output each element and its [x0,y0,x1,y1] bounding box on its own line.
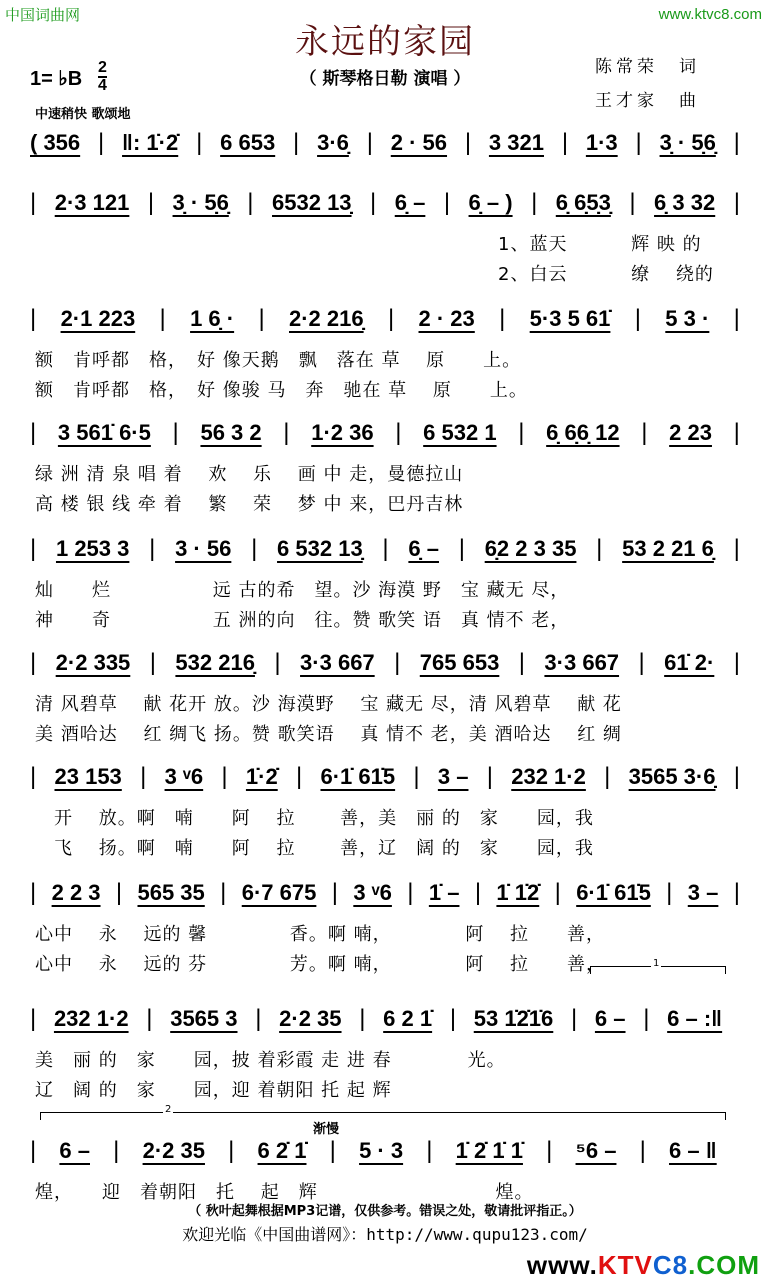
lyric-line-2: 辽 阔 的 家 园，迎 着朝阳 托 起 辉 [35,1080,392,1101]
bar-line: | [370,189,377,216]
measure: 6̣ 3 32 [654,190,716,215]
bar-line: | [464,129,472,156]
measure: 3 561̇ 6·5 [57,420,151,445]
bar-line: | [570,1005,578,1032]
measure: 3·3 667 [544,650,620,675]
staff-system [30,1136,740,1166]
bar-line: | [733,763,740,790]
bar-line: | [733,419,740,446]
measure: 2 2 3 [51,880,101,905]
bar-line: | [329,1137,336,1164]
bar-line: | [639,1137,646,1164]
lyric-line-2: 心中 永 远的 芬 芳。啊 喃， 阿 拉 善， [35,954,606,975]
lyric-line-1: 清 风碧草 献 花开 放。沙 海漠野 宝 藏无 尽，清 风碧草 献 花 [35,694,622,715]
measure: 1̇ 2̇ 1̇ 1̇ [455,1138,523,1163]
lyric-line-2: 额 肯呼都 格， 好 像骏 马 奔 驰在 草 原 上。 [35,380,528,401]
bar-line: | [30,649,37,676]
lyric-line-1: 美 丽 的 家 园，披 着彩霞 走 进 春 光。 [35,1050,506,1071]
ritardando-mark: 渐慢 [313,1122,340,1137]
bar-line: | [531,189,538,216]
volta-bracket [40,1104,726,1120]
measure: 3565 3 [170,1006,238,1031]
measure: 6 – :‖ [667,1006,723,1031]
bar-line: | [443,189,451,216]
measure: 3565 3·6̣ [628,764,716,789]
measure: 6·7 675 [241,880,317,905]
measure: 3·6̣ [317,130,349,155]
bar-line: | [149,649,156,676]
bar-line: | [518,419,525,446]
bar-line: | [666,879,673,906]
bar-line: | [426,1137,433,1164]
measure: 6 653 [220,130,276,155]
bar-line: | [499,305,506,332]
measure: 6532 13̣ [272,190,352,215]
measure: 6 – [59,1138,90,1163]
bar-line: | [635,129,642,156]
measure: 53 2 21 6̣ [622,536,714,561]
measure: 56 3 2 [200,420,262,445]
bar-line: | [474,879,482,906]
measure: 1·2 36 [311,420,374,445]
song-title: 永远的家园 [295,22,475,62]
measure: 6·1̇ 61̇5 [576,880,651,905]
bar-line: | [228,1137,235,1164]
bar-line: | [366,129,373,156]
measure: 5·3 5 61̇ [529,306,611,331]
bar-line: | [140,763,147,790]
measure: 232 1·2 [53,1006,129,1031]
bar-line: | [449,1005,457,1032]
bar-line: | [518,649,525,676]
bar-line: | [394,649,401,676]
bar-line: | [387,305,395,332]
measure: 5 · 3 [359,1138,404,1163]
time-sig-bottom: 4 [98,77,107,94]
lyric-line-1: 灿 烂 远 古的希 望。沙 海漠 野 宝 藏无 尽， [35,580,570,601]
measure: 6 532 13̣ [277,536,363,561]
bar-line: | [283,419,290,446]
ktvc8-logo [527,1250,760,1281]
measure: 2·1 223 [60,306,136,331]
measure: 1 253 3 [55,536,130,561]
measure: 765 653 [419,650,500,675]
bar-line: | [196,129,203,156]
measure: 6̣ – [394,190,426,215]
logo-com: .COM [688,1250,760,1280]
bar-line: | [604,763,611,790]
measure: 2 · 23 [418,306,475,331]
measure: 6̣ 6̣5̣3̣ [555,190,611,215]
lyric-line-1: 开 放。啊 喃 阿 拉 善，美 丽 的 家 园，我 [35,808,594,829]
volta-number: 1 [653,958,660,969]
lyric-line-1: 心中 永 远的 馨 香。啊 喃， 阿 拉 善， [35,924,606,945]
measure: 1̇ 1̇2̇ [496,880,540,905]
measure: 3 ᵛ6 [164,764,204,789]
bar-line: | [554,879,561,906]
bar-line: | [382,535,389,562]
bar-line: | [733,535,740,562]
bar-line: | [395,419,402,446]
measure: 6·1̇ 61̇5 [320,764,396,789]
bar-line: | [147,189,155,216]
lyric-line-2: 神 奇 五 洲的向 往。赞 歌笑 语 真 情不 老， [35,610,570,631]
staff-system [30,188,740,218]
bar-line: | [172,419,179,446]
bar-line: | [643,1005,650,1032]
staff-system [30,648,740,678]
measure: 6̣ – ) [468,190,513,215]
volta-bracket [590,958,726,974]
bar-line: | [258,305,265,332]
bar-line: | [247,189,254,216]
bar-line: | [30,763,37,790]
lyric-line-1: 煌， 迎 着朝阳 托 起 辉 煌。 [35,1182,534,1203]
bar-line: | [30,189,37,216]
bar-line: | [30,305,37,332]
bar-line: | [546,1137,553,1164]
bar-line: | [733,189,740,216]
measure: 53 1̇2̇1̇6 [473,1006,554,1031]
bar-line: | [113,1137,120,1164]
bar-line: | [733,879,740,906]
staff-system [30,304,740,334]
measure: ‖: 1̇·2̇ [122,130,179,155]
time-signature [98,60,107,94]
logo-www: www. [526,1250,598,1280]
bar-line: | [596,535,603,562]
bar-line: | [30,535,37,562]
measure: 6̣ 6̣6̣ 12 [546,420,620,445]
bar-line: | [295,763,303,790]
logo-c8: C8 [652,1250,689,1280]
bar-line: | [733,129,740,156]
bar-line: | [733,649,740,676]
lyricist: 陈常荣 词 [595,57,700,77]
key-signature: 1= ♭B [30,68,83,90]
bar-line: | [255,1005,262,1032]
composer: 王才家 曲 [595,91,700,111]
bar-line: | [733,305,740,332]
lyric-line-2: 2、白云 缭 绕的 [498,264,714,285]
bar-line: | [30,419,37,446]
staff-system [30,128,740,158]
measure: 565 35 [137,880,205,905]
bar-line: | [159,305,166,332]
measure: 6 2̇ 1̇ [257,1138,307,1163]
bar-line: | [638,649,645,676]
lyric-line-2: 飞 扬。啊 喃 阿 拉 善，辽 阔 的 家 园，我 [35,838,594,859]
measure: 6̣ – [408,536,439,561]
measure: 23 153 [54,764,122,789]
bar-line: | [149,535,156,562]
measure: 232 1·2 [511,764,586,789]
bar-line: | [293,129,300,156]
measure: 6 2 1̇ [383,1006,433,1031]
measure: 3 – [687,880,719,905]
logo-ktv: KTV [597,1250,653,1280]
bar-line: | [220,879,227,906]
lyric-line-2: 美 酒哈达 红 绸飞 扬。赞 歌笑语 真 情不 老，美 酒哈达 红 绸 [35,724,622,745]
measure: 2·2 35 [142,1138,205,1163]
measure: ⁵6 – [575,1138,617,1163]
measure: 3̣ · 5̣6̣ [659,130,716,155]
footer-site: 欢迎光临《中国曲谱网》：http://www.qupu123.com/ [182,1225,588,1244]
staff-system [30,418,740,448]
bar-line: | [458,535,465,562]
measure: 1 6̣ · [190,306,235,331]
footer-note: （ 秋叶起舞根据MP3记谱，仅供参考。错误之处，敬请批评指正。） [188,1204,582,1219]
lyric-line-1: 额 肯呼都 格， 好 像天鹅 飘 落在 草 原 上。 [35,350,522,371]
bar-line: | [486,763,493,790]
bar-line: | [561,129,569,156]
bar-line: | [115,879,123,906]
bar-line: | [30,1137,37,1164]
measure: 3 · 56 [175,536,232,561]
measure: 1̇·2̇ [245,764,278,789]
bar-line: | [251,535,258,562]
measure: 532 216̣ [175,650,255,675]
staff-system [30,1004,740,1034]
staff-system [30,762,740,792]
bar-line: | [634,305,641,332]
bar-line: | [30,879,37,906]
time-sig-top: 2 [98,59,107,76]
measure: ( 356 [30,130,81,155]
measure: 2·2 35 [279,1006,342,1031]
measure: 3 – [437,764,469,789]
measure: 3 321 [488,130,544,155]
lyric-line-1: 绿 洲 清 泉 唱 着 欢 乐 画 中 走，曼德拉山 [35,464,464,485]
bar-line: | [359,1005,366,1032]
measure: 3 ᵛ6 [353,880,392,905]
tempo-marking: 中速稍快 歌颂地 [35,107,131,122]
measure: 2 23 [669,420,712,445]
volta-number: 2 [165,1104,172,1115]
measure: 2·2 216̣ [289,306,364,331]
measure: 6 – [594,1006,626,1031]
measure: 2·2 335 [55,650,131,675]
bar-line: | [146,1005,153,1032]
bar-line: | [331,879,338,906]
measure: 5 3 · [665,306,710,331]
bar-line: | [641,419,648,446]
staff-system [30,878,740,908]
bar-line: | [407,879,414,906]
watermark-left: 中国词曲网 [5,6,81,24]
bar-line: | [629,189,636,216]
staff-system [30,534,740,564]
measure: 1·3 [585,130,618,155]
measure: 1̇ – [428,880,460,905]
measure: 6 – ‖ [669,1138,717,1163]
bar-line: | [221,763,228,790]
measure: 3̣ · 5̣6̣ [172,190,229,215]
bar-line: | [30,1005,37,1032]
measure: 2 · 56 [390,130,448,155]
measure: 2·3 121 [54,190,130,215]
bar-line: | [413,763,420,790]
lyric-line-2: 高 楼 银 线 牵 着 繁 荣 梦 中 来，巴丹吉林 [35,494,464,515]
measure: 6̣2 2 3 35 [484,536,577,561]
measure: 6 532 1 [423,420,497,445]
watermark-right: www.ktvc8.com [658,6,762,23]
singer: （ 斯琴格日勒 演唱 ） [299,69,471,89]
measure: 3·3 667 [300,650,375,675]
bar-line: | [97,129,105,156]
measure: 61̇ 2· [664,650,715,675]
lyric-line-1: 1、蓝天 辉 映 的 [498,234,702,255]
bar-line: | [274,649,281,676]
